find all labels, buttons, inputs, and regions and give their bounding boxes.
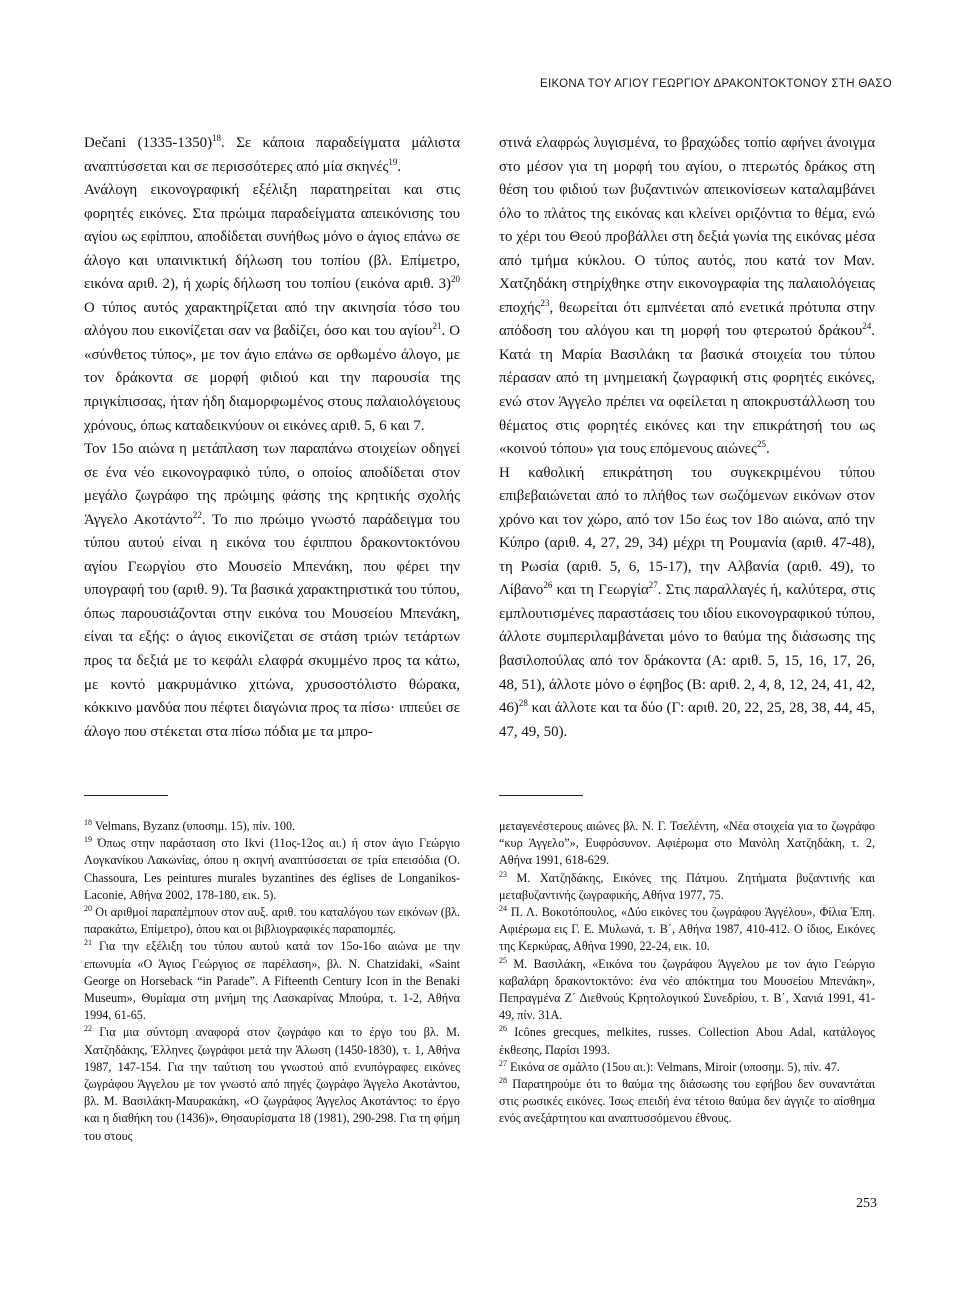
footnote: $^{25}$ Μ. Βασιλάκη, «Εικόνα του ζωγράφου Άγγελου με τον άγιο Γεώργιο καβαλάρη δρακοντοκτόνο: ένα νέο απόκτημα του Μουσείου Μπενάκη», Πεπραγμένα Ζ΄ Διεθνούς Κρητολογικού Συνεδρίου, τ. Β΄, Χανιά 1991, 41-49, πίν. 31Α. (499, 955, 876, 1023)
paragraph: Τον 15ο αιώνα η μετάπλαση των παραπάνω στοιχείων οδηγεί σε ένα νέο εικονογραφικό τύπο, ο οποίος αποδίδεται στον μεγάλο ζωγράφο της πρώιμης φάσης της κρητικής σχολής Άγγελο Ακοτάντο$^{22}$. Το πιο πρώιμο γνωστό παράδειγμα του τύπου αυτού είναι η εικόνα του έφιππου δρακοντοκτόνου αγίου Γεωργίου στο Μουσείο Μπενάκη, που φέρει την υπογραφή του (αριθ. 9). Τα βασικά χαρακτηριστικά του τύπου, όπως παρουσιάζονται στην εικόνα του Μουσείου Μπενάκη, είναι τα εξής: ο άγιος εικονίζεται σε στάση τριών τετάρτων προς τα δεξιά με το κεφάλι ελαφρά σκυμμένο προς τα κάτω, με κοντό μακρυμάνικο χιτώνα, χρυσοστόλιστο θώρακα, κόκκινο μανδύα που πέφτει διαγώνια προς τα πίσω· ιππεύει σε άλογο που στέκεται στα πίσω πόδια με τα μπρο- (84, 441, 460, 740)
footnotes-right (499, 818, 875, 1128)
footnote: $^{23}$ Μ. Χατζηδάκης, Εικόνες της Πάτμου. Ζητήματα βυζαντινής και μεταβυζαντινής ζωγραφικής, Αθήνα 1977, 75. (499, 869, 876, 902)
footnote: $^{21}$ Για την εξέλιξη του τύπου αυτού κατά τον 15ο-16ο αιώνα με την επωνυμία «Ο Άγιος Γεώργιος σε παρέλαση», βλ. N. Chatzidaki, «Saint George on Horseback “in Parade”. A Fifteenth Century Icon in the Benaki Museum», Θυμίαμα στη μνήμη της Λασκαρίνας Μπούρα, τ. 1-2, Αθήνα 1994, 61-65. (84, 938, 461, 1023)
footnotes-left (84, 818, 460, 1145)
paragraph: Dečani (1335-1350)$^{18}$. Σε κάποια παραδείγματα μάλιστα αναπτύσσεται και σε περισσότερες από μία σκηνές$^{19}$. (84, 133, 460, 175)
body-column-right (499, 132, 875, 744)
body-column-left (84, 132, 460, 744)
footnote-ref[interactable]: 23 (540, 297, 550, 308)
page-number: 253 (856, 1196, 877, 1211)
footnote: $^{20}$ Οι αριθμοί παραπέμπουν στον αυξ. αριθ. του καταλόγου των εικόνων (βλ. παρακάτω, Επίμετρο), όπου και οι βιβλιογραφικές παραπομπές. (84, 904, 460, 937)
paragraph: στινά ελαφρώς λυγισμένα, το βραχώδες τοπίο αφήνει άνοιγμα στο μέσον για τη μορφή του αγίου, ο πτερωτός δράκος στη θέση του φιδιού των βυζαντινών απεικονίσεων καταλαμβάνει όλο το πλάτος της εικόνας και κλείνει οριζόντια το θέμα, ενώ το χέρι του Θεού προβάλλει στη δεξιά γωνία της εικόνας μέσα από τμήμα κύκλου. Ο τύπος αυτός, που κατά τον Μαν. Χατζηδάκη στηρίχθηκε στην εικονογραφία της παλαιολόγειας εποχής$^{23}$, θεωρείται ότι εμπνέεται από ενετικά πρότυπα στην απόδοση του αλόγου και τη μορφή του φτερωτού δράκου$^{24}$. Κατά τη Μαρία Βασιλάκη τα βασικά στοιχεία του τύπου πέρασαν από τη μνημειακή ζωγραφική στις φορητές εικόνες, ενώ στον Άγγελο πρέπει να οφείλεται η αποκρυστάλλωση του θέματος στις φορητές εικόνες και την επικράτησή του ως «κοινού τόπου» για τους επόμενους αιώνες$^{25}$. (499, 135, 875, 458)
paragraph: Η καθολική επικράτηση του συγκεκριμένου τύπου επιβεβαιώνεται από το πλήθος των σωζόμενων εικόνων στον χρόνο και τον χώρο, από τον 15ο έως τον 18ο αιώνα, από την Κύπρο (αριθ. 4, 27, 29, 34) μέχρι τη Ρουμανία (αριθ. 47-48), τη Ρωσία (αριθ. 5, 6, 15-17), την Αλβανία (αριθ. 49), το Λίβανο$^{26}$ και τη Γεωργία$^{27}$. Στις παραλλαγές ή, καλύτερα, στις εμπλουτισμένες παραστάσεις του ιδίου εικονογραφικού τύπου, άλλοτε συμπεριλαμβάνεται μόνο το θαύμα της διάσωσης της βασιλοπούλας από τον δράκοντα (Α: αριθ. 5, 15, 16, 17, 26, 48, 51), άλλοτε μόνο ο έφηβος (Β: αριθ. 2, 4, 8, 12, 24, 41, 42, 46)$^{28}$ και άλλοτε και τα δύο (Γ: αριθ. 20, 22, 25, 28, 38, 44, 45, 47, 49, 50). (499, 464, 875, 740)
footnote: $^{26}$ Icônes grecques, melkites, russes. Collection Abou Adal, κατάλογος έκθεσης, Παρίσι 1993. (499, 1024, 876, 1057)
footnote: $^{28}$ Παρατηρούμε ότι το θαύμα της διάσωσης του εφήβου δεν συναντάται στις ρωσικές εικόνες. Ίσως επειδή ένα τέτοιο θαύμα δεν άγγιζε το αίσθημα ενός ανεξάρτητου και αναπτυσσόμενου έθνους. (499, 1076, 875, 1126)
footnote-divider (499, 795, 583, 796)
footnote-ref[interactable]: 22 (192, 509, 202, 520)
footnote-ref[interactable]: 20 (451, 274, 460, 285)
footnote-ref[interactable]: 24 (862, 321, 872, 332)
footnote-ref[interactable]: 26 (543, 580, 553, 591)
footnote: $^{24}$ Π. Λ. Βοκοτόπουλος, «Δύο εικόνες του ζωγράφου Άγγέλου», Φίλια Έπη. Αφιέρωμα εις Γ. Ε. Μυλωνά, τ. Β΄, Αθήνα 1987, 410-412. Ο ίδιος, Εικόνες της Κερκύρας, Αθήνα 1990, 22-24, εικ. 10. (499, 904, 875, 954)
footnote: μεταγενέστερους αιώνες βλ. Ν. Γ. Τσελέντη, «Νέα στοιχεία για το ζωγράφο “κυρ Άγγελο”», Ευφρόσυνον. Αφιέρωμα στο Μανόλη Χατζηδάκη, τ. 2, Αθήνα 1991, 618-629. (499, 819, 875, 868)
footnote-ref[interactable]: 25 (756, 439, 766, 450)
footnote: $^{27}$ Εικόνα σε σμάλτο (15ου αι.): Velmans, Miroir (υποσημ. 5), πίν. 47. (499, 1058, 840, 1074)
running-head: ΕΙΚΟΝΑ ΤΟΥ ΑΓΙΟΥ ΓΕΩΡΓΙΟΥ ΔΡΑΚΟΝΤΟΚΤΟΝΟΥ ΣΤΗ ΘΑΣΟ (540, 78, 892, 90)
footnote: $^{19}$ Όπως στην παράσταση στο Ikvi (11ος-12ος αι.) ή στον άγιο Γεώργιο Λογκανίκου Λακωνίας, όπου η σκηνή αναπτύσσεται σε τρία επεισόδια (O. Chassoura, Les peintures murales byzantines des églises de Longanikos-Laconie, Αθήνα 2002, 178-180, εικ. 5). (84, 835, 461, 902)
footnote-ref[interactable]: 21 (432, 321, 442, 332)
footnote-ref[interactable]: 18 (212, 133, 222, 143)
footnote-ref[interactable]: 27 (648, 580, 658, 591)
footnote: $^{22}$ Για μια σύντομη αναφορά στον ζωγράφο και το έργο του βλ. Μ. Χατζηδάκης, Έλληνες ζωγράφοι μετά την Άλωση (1450-1830), τ. 1, Αθήνα 1987, 147-154. Για την ταύτιση του γνωστού από ενυπόγραφες εικόνες ζωγράφου Άγγελου με τον γνωστό από πηγές ζωγράφο Άγγελο Ακοτάντου, βλ. Μ. Βασιλάκη-Μαυρακάκη, «Ο ζωγράφος Άγγελος Ακοτάντος: το έργο και η διαθήκη του (1436)», Θησαυρίσματα 18 (1981), 290-298. Για τη φήμη του στους (84, 1024, 461, 1143)
footnote-ref[interactable]: 28 (518, 698, 528, 709)
footnote-ref[interactable]: 19 (388, 156, 398, 167)
paragraph: Ανάλογη εικονογραφική εξέλιξη παρατηρείται και στις φορητές εικόνες. Στα πρώιμα παραδείγματα απεικόνισης του αγίου ως εφίππου, αποδίδεται συνήθως μόνο ο άγιος επάνω σε άλογο και υπαινικτική δήλωση του τοπίου (βλ. Επίμετρο, εικόνα αριθ. 2), ή χωρίς δήλωση του τοπίου (εικόνα αριθ. 3)$^{20}$ Ο τύπος αυτός χαρακτηρίζεται από την ακινησία τόσο του αλόγου που εικονίζεται σαν να βαδίζει, όσο και του αγίου$^{21}$. Ο «σύνθετος τύπος», με τον άγιο επάνω σε ορθωμένο άλογο, με τον δράκοντα σε μορφή φιδιού και την παρουσία της πριγκίπισσας, ήταν ήδη διαμορφωμένος στους παλαιολόγειους χρόνους, όπως καταδεικνύουν οι εικόνες αριθ. 5, 6 και 7. (84, 182, 460, 434)
footnote-divider (84, 795, 168, 796)
footnote: $^{18}$ Velmans, Byzanz (υποσημ. 15), πίν. 100. (84, 818, 296, 833)
